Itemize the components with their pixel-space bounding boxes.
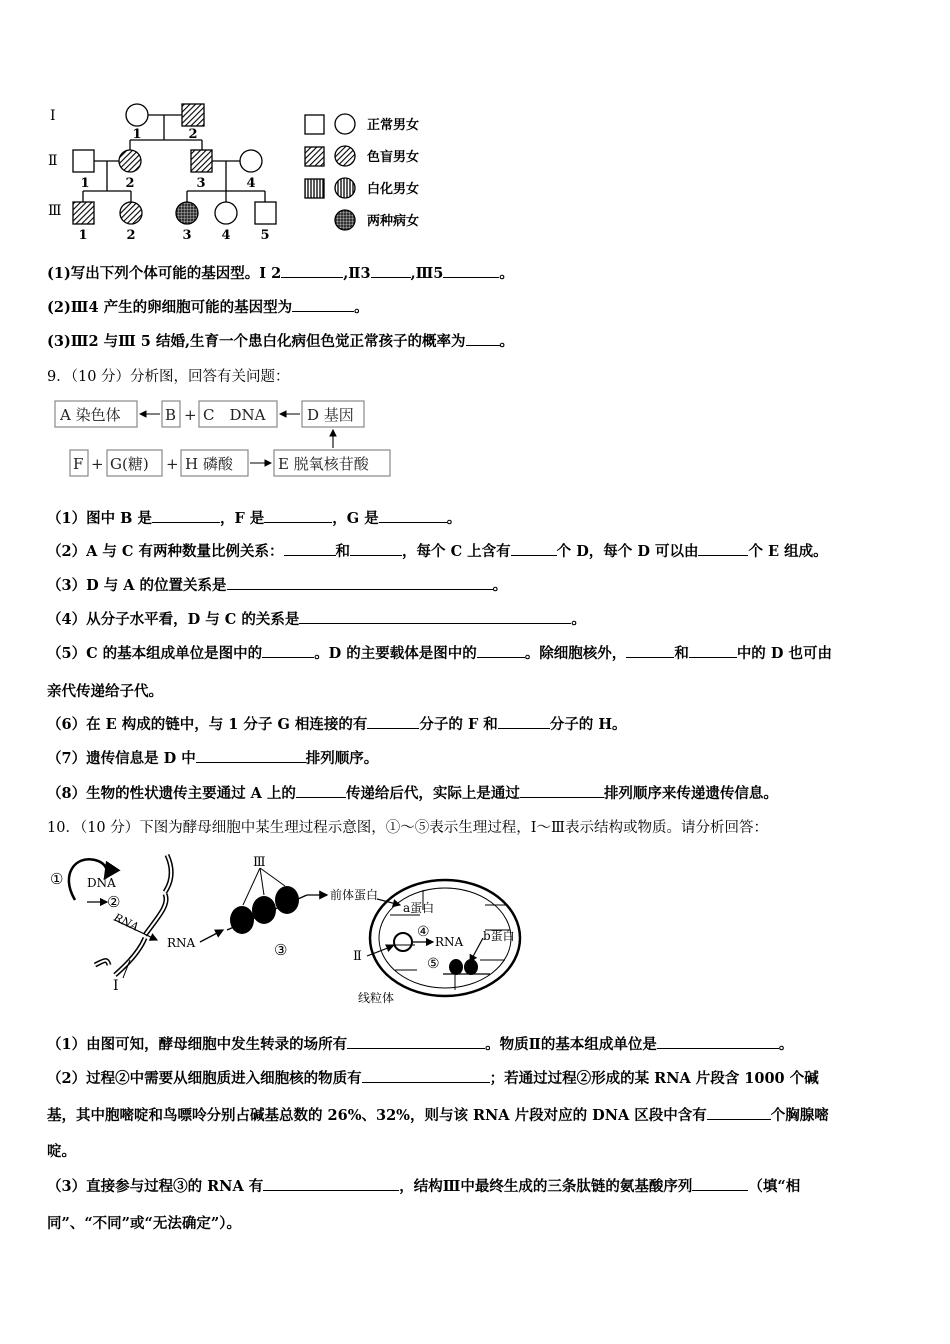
II-4-normal-female [240, 150, 262, 172]
individual-number: 4 [221, 228, 231, 243]
individual-number: 3 [182, 228, 192, 243]
q9-header: 9．（10 分）分析图，回答有关问题： [47, 369, 290, 385]
answer-blank[interactable] [262, 643, 314, 658]
generation-labels [48, 108, 62, 219]
legend-label: 白化男女 [367, 182, 420, 197]
answer-blank[interactable] [689, 643, 737, 658]
q9-s1: （1）图中 B 是 ，F 是 ，G 是 。 [47, 510, 462, 527]
answer-blank[interactable] [196, 748, 306, 763]
answer-blank[interactable] [152, 508, 220, 523]
q8-sub2: (2)Ⅲ4 产生的卵细胞可能的基因型为 。 [47, 299, 369, 316]
answer-blank[interactable] [657, 1034, 779, 1049]
answer-blank[interactable] [362, 1068, 490, 1083]
mitochondrion-label: 线粒体 [358, 991, 395, 1005]
process-3: ③ [274, 941, 288, 959]
pedigree-lines [83, 115, 265, 202]
b-protein: b蛋白 [483, 929, 515, 943]
individual-number: 1 [132, 127, 142, 142]
answer-blank[interactable] [296, 783, 346, 798]
III-4-normal-female [215, 202, 237, 224]
answer-blank[interactable] [443, 263, 499, 278]
label-h: H 磷酸 [185, 455, 233, 473]
I-2-colorblind-male [182, 104, 204, 126]
legend-label: 两种病女 [367, 214, 420, 229]
answer-blank[interactable] [350, 541, 402, 556]
answer-blank[interactable] [698, 541, 748, 556]
q10-s2-cont2: 啶。 [47, 1143, 76, 1160]
plus-sign: + [184, 406, 197, 424]
q9-s8: （8）生物的性状遗传主要通过 A 上的 传递给后代，实际上是通过 排列顺序来传递遗传信息。 [47, 785, 778, 802]
dna-label: DNA [87, 876, 116, 890]
individual-number: 1 [80, 176, 90, 191]
q9-s4: （4）从分子水平看，D 与 C 的关系是 。 [47, 611, 586, 628]
q9-s2: （2）A 与 C 有两种数量比例关系： 和 ，每个 C 上含有 个 D，每个 D 可以由 个 E 组成。 [47, 543, 828, 560]
q9-s3: （3）D 与 A 的位置关系是 。 [47, 577, 508, 594]
rna-label: RNA [167, 936, 196, 950]
generation-label: Ⅱ [48, 153, 58, 169]
ribosome [252, 896, 276, 924]
q9-s5: （5）C 的基本组成单位是图中的 。D 的主要载体是图中的 。除细胞核外， 和 中的 D 也可由 [47, 645, 832, 662]
q9-diagram [52, 395, 402, 480]
II-3-colorblind-male [191, 150, 212, 172]
ribosome-label-III: Ⅲ [253, 855, 266, 870]
label-g: G(糖) [110, 455, 149, 473]
individual-number: 2 [126, 228, 136, 243]
q8-sub1: (1)写出下列个体可能的基因型。Ⅰ 2 ,Ⅱ3 ,Ⅲ5 。 [47, 265, 514, 282]
ribosome [230, 906, 254, 934]
label-c: C DNA [203, 406, 266, 424]
pore-label-I: Ⅰ [113, 978, 119, 994]
mito-ribosome [449, 959, 463, 975]
process-1: ① [50, 870, 64, 888]
pedigree-figure [40, 95, 440, 245]
process-5: ⑤ [427, 956, 440, 972]
label-f: F [73, 455, 84, 473]
rna-curve-label: RNA [111, 910, 141, 934]
individual-number: 1 [78, 228, 88, 243]
q10-s3: （3）直接参与过程③的 RNA 有 ，结构Ⅲ中最终生成的三条肽链的氨基酸序列 （填“相 [47, 1178, 801, 1195]
q9-s7: （7）遗传信息是 D 中 排列顺序。 [47, 750, 379, 767]
legend-label: 正常男女 [367, 118, 420, 133]
label-a: A 染色体 [60, 406, 121, 424]
q10-header: 10．（10 分）下图为酵母细胞中某生理过程示意图，①～⑤表示生理过程，Ⅰ～Ⅲ表示结构或物质。请分析回答： [47, 820, 768, 836]
process-4: ④ [417, 924, 430, 940]
III-1-colorblind-male [73, 202, 94, 224]
answer-blank[interactable] [347, 1034, 485, 1049]
mito-dna [394, 933, 412, 951]
answer-blank[interactable] [626, 643, 674, 658]
q9-s6: （6）在 E 构成的链中，与 1 分子 G 相连接的有 分子的 F 和 分子的 H。 [47, 716, 627, 733]
mito-rna: RNA [435, 935, 464, 949]
q8-sub3: (3)Ⅲ2 与Ⅲ 5 结婚,生育一个患白化病但色觉正常孩子的概率为 。 [47, 333, 514, 350]
individual-number: 2 [188, 127, 198, 142]
generation-label: Ⅰ [50, 108, 56, 124]
answer-blank[interactable] [520, 783, 604, 798]
I-1-normal-female [126, 104, 148, 126]
answer-blank[interactable] [263, 1176, 399, 1191]
individual-number: 4 [246, 176, 256, 191]
answer-blank[interactable] [292, 297, 354, 312]
label-II: Ⅱ [353, 949, 362, 964]
q10-s3-cont: 同”、“不同”或“无法确定”）。 [47, 1215, 241, 1232]
process-2: ② [107, 893, 121, 911]
answer-blank[interactable] [284, 541, 336, 556]
generation-label: Ⅲ [48, 203, 62, 219]
answer-blank[interactable] [367, 714, 419, 729]
a-protein: a蛋白 [403, 901, 435, 915]
pedigree-legend [305, 114, 355, 230]
plus-sign: + [91, 455, 104, 473]
ribosome [275, 886, 299, 914]
answer-blank[interactable] [707, 1105, 771, 1120]
q10-s2-cont: 基，其中胞嘧啶和鸟嘌呤分别占碱基总数的 26%、32%，则与该 RNA 片段对应的 DNA 区段中含有 个胸腺嘧 [47, 1107, 829, 1124]
individual-number: 3 [196, 176, 206, 191]
q10-s1: （1）由图可知，酵母细胞中发生转录的场所有 。物质Ⅱ的基本组成单位是 。 [47, 1036, 794, 1053]
plus-sign: + [166, 455, 179, 473]
answer-blank[interactable] [264, 508, 332, 523]
answer-blank[interactable] [466, 331, 500, 346]
III-3-both-diseases-female [176, 202, 198, 224]
answer-blank[interactable] [477, 643, 525, 658]
label-e: E 脱氧核苷酸 [278, 455, 369, 473]
legend-label: 色盲男女 [367, 150, 420, 165]
q9-s5-cont: 亲代传递给子代。 [47, 683, 163, 700]
answer-blank[interactable] [227, 575, 493, 590]
II-1-normal-male [73, 150, 94, 172]
answer-blank[interactable] [371, 263, 411, 278]
answer-blank[interactable] [299, 609, 571, 624]
mito-ribosome [464, 959, 478, 975]
q10-diagram [45, 850, 545, 1010]
individual-number: 2 [125, 176, 135, 191]
precursor-protein: 前体蛋白 [330, 888, 379, 902]
label-d: D 基因 [307, 406, 354, 424]
answer-blank[interactable] [281, 263, 343, 278]
q10-s2: （2）过程②中需要从细胞质进入细胞核的物质有 ；若通过过程②形成的某 RNA 片段含 1000 个碱 [47, 1070, 819, 1087]
label-b: B [165, 406, 177, 424]
answer-blank[interactable] [498, 714, 550, 729]
answer-blank[interactable] [511, 541, 557, 556]
II-2-colorblind-female [119, 150, 141, 172]
answer-blank[interactable] [692, 1176, 748, 1191]
III-5-normal-male [255, 202, 276, 224]
answer-blank[interactable] [379, 508, 447, 523]
individual-number: 5 [260, 228, 270, 243]
III-2-colorblind-female [120, 202, 142, 224]
